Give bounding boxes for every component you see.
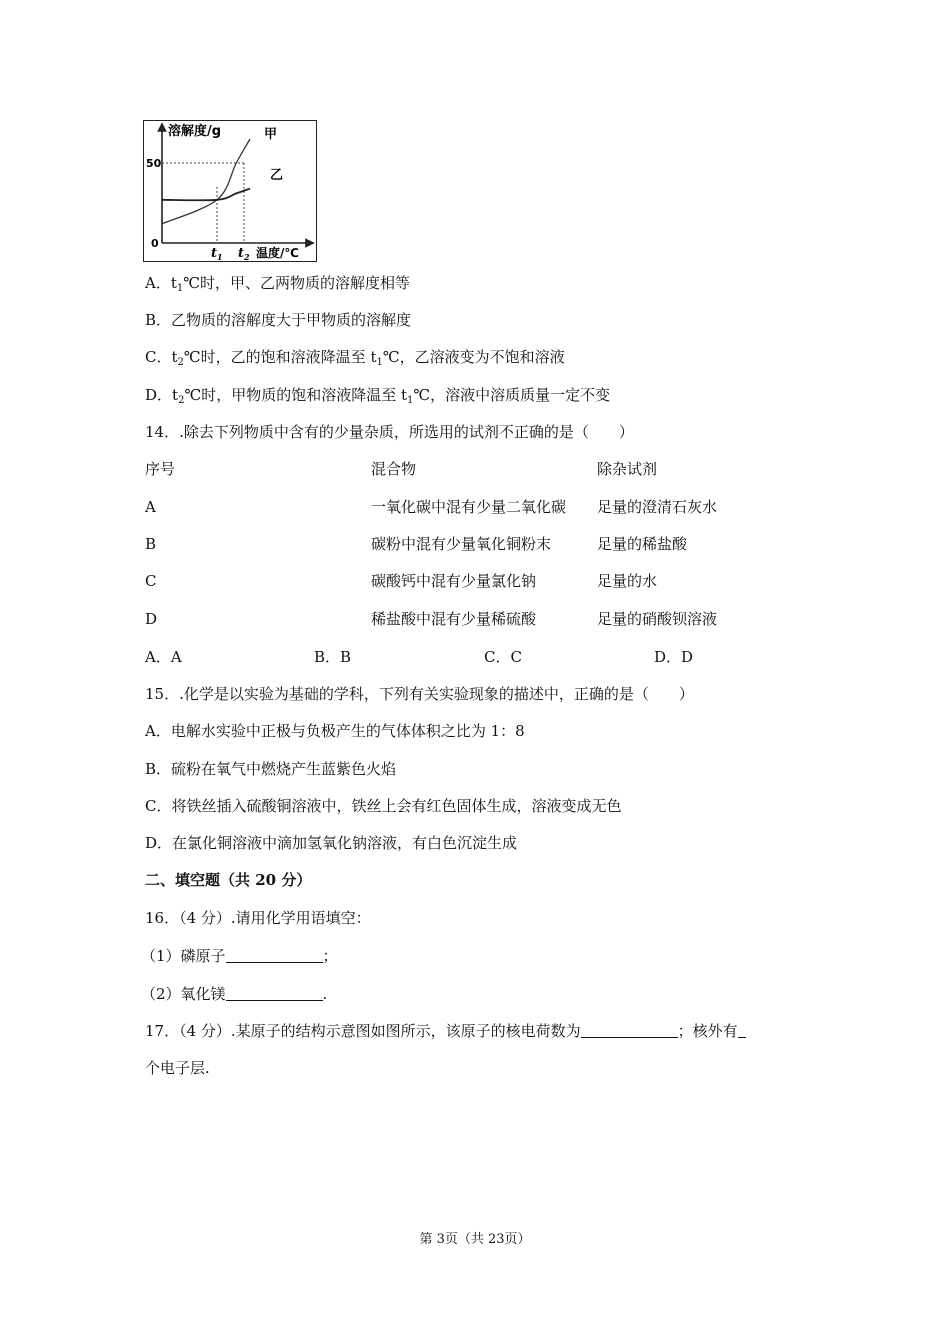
q14-row-a-index: A bbox=[145, 498, 156, 516]
q14-option-d: D．D bbox=[654, 648, 694, 666]
q13-option-b: B．乙物质的溶解度大于甲物质的溶解度 bbox=[145, 311, 412, 329]
q14-header-reagent: 除杂试剂 bbox=[597, 460, 658, 478]
q14-row-b-reagent: 足量的稀盐酸 bbox=[597, 535, 688, 553]
q14-row-c-reagent: 足量的水 bbox=[597, 572, 658, 590]
origin-label: 0 bbox=[151, 237, 159, 250]
q15-stem: 15．.化学是以实验为基础的学科，下列有关实验现象的描述中，正确的是（ ） bbox=[145, 685, 694, 703]
q16-blank-1[interactable] bbox=[226, 947, 323, 963]
q17-line-1: 17．（4 分）.某原子的结构示意图如图所示，该原子的核电荷数为 ；核外有 bbox=[145, 1021, 746, 1041]
q14-row-a-mixture: 一氧化碳中混有少量二氧化碳 bbox=[371, 498, 567, 516]
q15-option-d: D．在氯化铜溶液中滴加氢氧化钠溶液，有白色沉淀生成 bbox=[145, 834, 518, 852]
solubility-chart-svg bbox=[144, 121, 316, 261]
solubility-chart bbox=[143, 120, 317, 262]
q13-option-a: A．$t_1℃$时，甲、乙两物质的溶解度相等 bbox=[145, 274, 411, 294]
q15-option-b: B．硫粉在氧气中燃烧产生蓝紫色火焰 bbox=[145, 760, 397, 778]
series-yi-label: 乙 bbox=[270, 168, 284, 183]
curve-jia bbox=[162, 139, 250, 224]
q14-option-c: C．C bbox=[484, 648, 522, 666]
page-footer: 第 3页（共 23页） bbox=[419, 1232, 531, 1247]
x-tick-t1: $t_1$ bbox=[211, 246, 223, 261]
q14-option-b: B．B bbox=[314, 648, 352, 666]
series-jia-label: 甲 bbox=[264, 127, 278, 142]
q14-row-b-mixture: 碳粉中混有少量氧化铜粉末 bbox=[371, 535, 552, 553]
q16-part-2: （2）氧化镁 . bbox=[141, 985, 328, 1003]
q16-blank-2[interactable] bbox=[226, 985, 323, 1001]
q14-row-d-index: D bbox=[145, 610, 158, 628]
q13-option-c: C．$t_2℃$时，乙的饱和溶液降温至 $t_1℃$，乙溶液变为不饱和溶液 bbox=[145, 348, 565, 368]
q13-option-d: D．$t_2℃$时，甲物质的饱和溶液降温至 $t_1℃$，溶液中溶质质量一定不变 bbox=[145, 386, 611, 406]
q14-row-c-mixture: 碳酸钙中混有少量氯化钠 bbox=[371, 572, 537, 590]
q17-line-2: 个电子层. bbox=[145, 1059, 210, 1077]
q16-part-1: （1）磷原子 ； bbox=[141, 947, 338, 965]
q17-blank-2[interactable] bbox=[738, 1022, 746, 1038]
q14-row-d-reagent: 足量的硝酸钡溶液 bbox=[597, 610, 718, 628]
q14-row-d-mixture: 稀盐酸中混有少量稀硫酸 bbox=[371, 610, 537, 628]
curve-yi bbox=[162, 189, 250, 201]
q14-row-a-reagent: 足量的澄清石灰水 bbox=[597, 498, 718, 516]
q17-blank-1[interactable] bbox=[581, 1022, 678, 1038]
q14-row-b-index: B bbox=[145, 535, 157, 553]
x-axis-label: 温度/℃ bbox=[256, 246, 299, 260]
q15-option-c: C．将铁丝插入硫酸铜溶液中，铁丝上会有红色固体生成，溶液变成无色 bbox=[145, 797, 622, 815]
q14-stem: 14．.除去下列物质中含有的少量杂质，所选用的试剂不正确的是（ ） bbox=[145, 423, 634, 441]
y-tick-50: 50 bbox=[146, 157, 162, 170]
y-axis-label: 溶解度/g bbox=[168, 124, 222, 139]
q14-option-a: A．A bbox=[145, 648, 182, 666]
q14-header-index: 序号 bbox=[145, 460, 176, 478]
q16-stem: 16．（4 分）.请用化学用语填空： bbox=[145, 909, 371, 927]
q15-option-a: A．电解水实验中正极与负极产生的气体体积之比为 1：8 bbox=[145, 722, 525, 740]
q14-row-c-index: C bbox=[145, 572, 157, 590]
section-title: 二、填空题（共 20 分） bbox=[145, 871, 312, 889]
q14-header-mixture: 混合物 bbox=[371, 460, 417, 478]
x-tick-t2: $t_2$ bbox=[238, 246, 250, 261]
